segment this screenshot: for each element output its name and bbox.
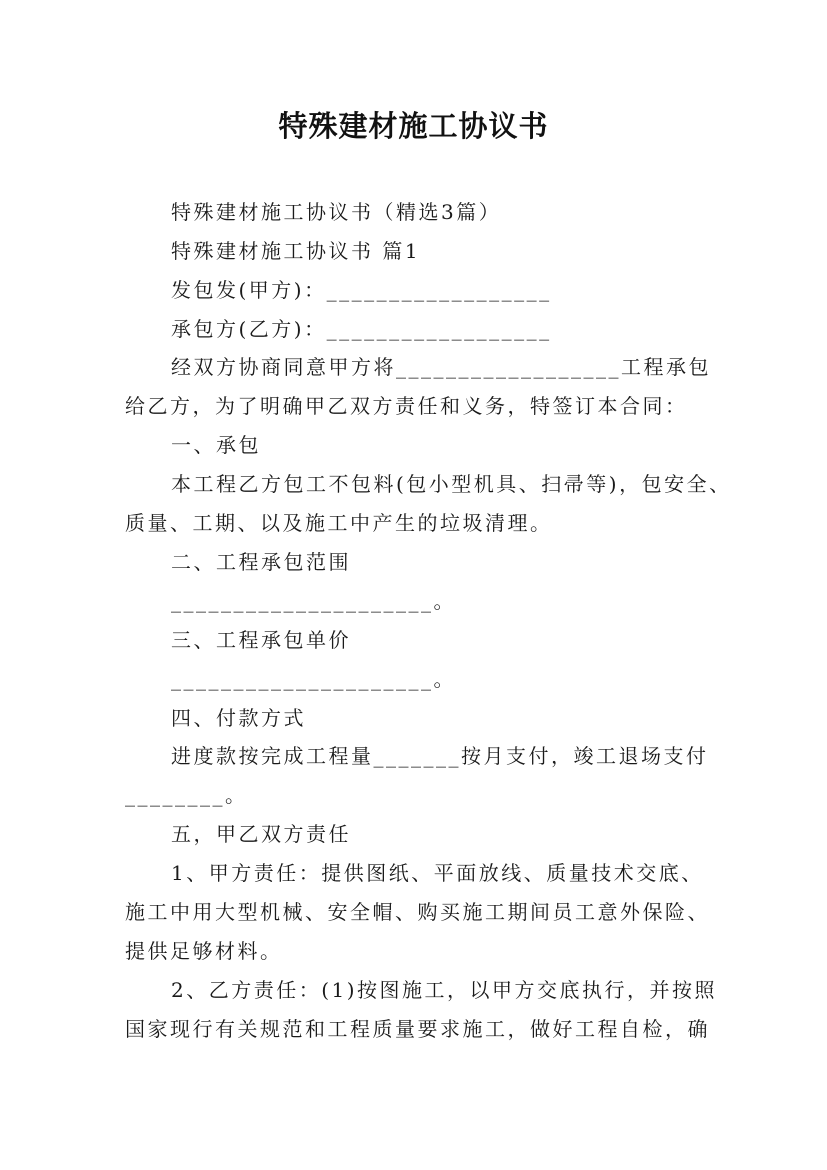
subtitle-line: 特殊建材施工协议书（精选3篇） xyxy=(171,200,502,224)
paragraph-line: 给乙方，为了明确甲乙双方责任和义务，特签订本合同： xyxy=(125,394,688,418)
party-b-line: 承包方(乙方)：__________________ xyxy=(171,317,552,341)
paragraph-line: 1、甲方责任：提供图纸、平面放线、质量技术交底、 xyxy=(171,861,704,885)
clause-heading: 三、工程承包单价 xyxy=(171,628,351,652)
paragraph-line: 质量、工期、以及施工中产生的垃圾清理。 xyxy=(125,511,553,535)
blank-line: _____________________。 xyxy=(171,667,456,691)
clause-heading: 四、付款方式 xyxy=(171,706,306,730)
paragraph-line: ________。 xyxy=(125,783,248,807)
paragraph-line: 本工程乙方包工不包料(包小型机具、扫帚等)，包安全、 xyxy=(171,472,732,496)
paragraph-line: 国家现行有关规范和工程质量要求施工，做好工程自检，确 xyxy=(125,1017,710,1041)
paragraph-line: 经双方协商同意甲方将__________________工程承包 xyxy=(171,355,711,379)
clause-heading: 一、承包 xyxy=(171,433,261,457)
blank-line: _____________________。 xyxy=(171,589,456,613)
section-heading: 特殊建材施工协议书 篇1 xyxy=(171,239,421,263)
paragraph-line: 提供足够材料。 xyxy=(125,939,283,963)
party-a-line: 发包发(甲方)：__________________ xyxy=(171,278,552,302)
clause-heading: 五，甲乙双方责任 xyxy=(171,822,351,846)
document-title: 特殊建材施工协议书 xyxy=(278,109,549,143)
clause-heading: 二、工程承包范围 xyxy=(171,550,351,574)
paragraph-line: 2、乙方责任：(1)按图施工，以甲方交底执行，并按照 xyxy=(171,978,718,1002)
paragraph-line: 施工中用大型机械、安全帽、购买施工期间员工意外保险、 xyxy=(125,900,710,924)
paragraph-line: 进度款按完成工程量_______按月支付，竣工退场支付 xyxy=(171,744,709,768)
